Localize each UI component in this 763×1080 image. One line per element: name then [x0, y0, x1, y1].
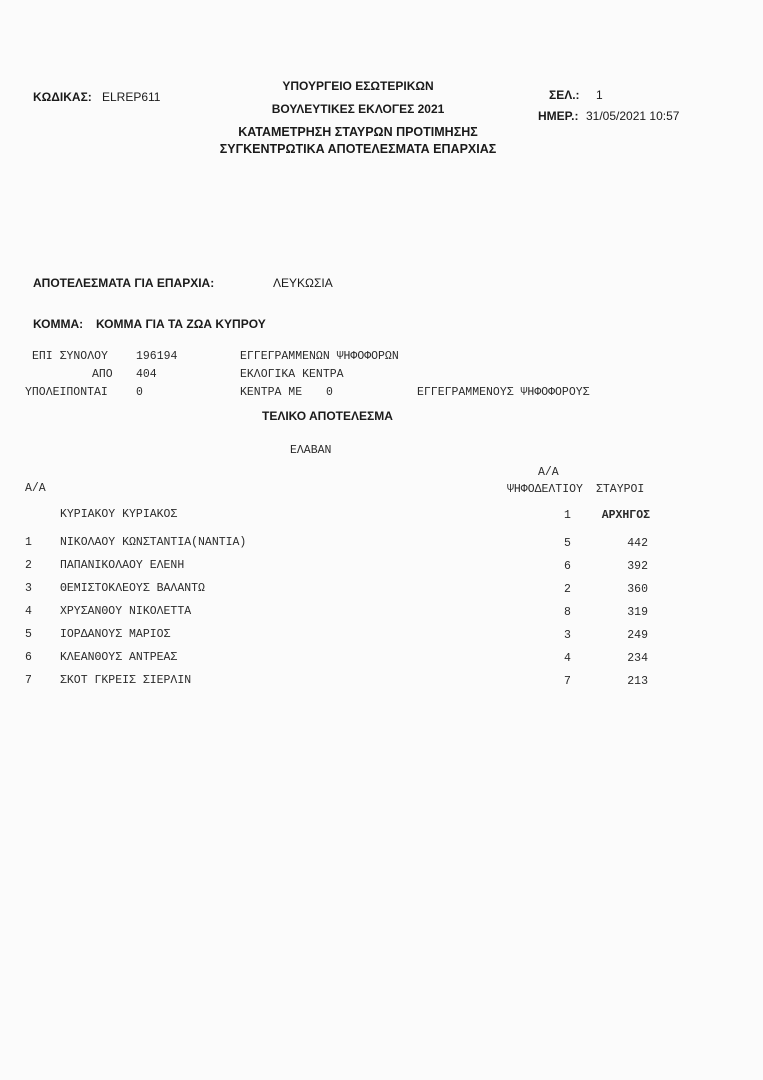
page-label: ΣΕΛ.: [549, 88, 580, 102]
district-value: ΛΕΥΚΩΣΙΑ [273, 276, 333, 290]
election-title: ΒΟΥΛΕΥΤΙΚΕΣ ΕΚΛΟΓΕΣ 2021 [271, 102, 445, 116]
total-value: 196194 [136, 350, 178, 363]
row-name: ΠΑΠΑΝΙΚΟΛΑΟΥ ΕΛΕΝΗ [60, 559, 185, 572]
row-votes: 442 [627, 537, 648, 550]
centres-desc: ΕΓΓΕΓΡΑΜΜΕΝΟΥΣ ΨΗΦΟΦΟΡΟΥΣ [417, 386, 590, 399]
final-result-title: ΤΕΛΙΚΟ ΑΠΟΤΕΛΕΣΜΑ [262, 409, 393, 423]
row-name: ΙΟΡΔΑΝΟΥΣ ΜΑΡΙΟΣ [60, 628, 171, 641]
page-number: 1 [596, 88, 603, 102]
row-name: ΣΚΟΤ ΓΚΡΕΙΣ ΣΙΕΡΛΙΝ [60, 674, 192, 687]
total-label: ΕΠΙ ΣΥΝΟΛΟΥ [32, 350, 108, 363]
row-ballot: 5 [564, 537, 571, 550]
row-name: ΚΛΕΑΝΘΟΥΣ ΑΝΤΡΕΑΣ [60, 651, 178, 664]
remaining-label: ΥΠΟΛΕΙΠΟΝΤΑΙ [25, 386, 108, 399]
row-votes: 319 [627, 606, 648, 619]
received-label: ΕΛΑΒΑΝ [290, 444, 332, 457]
ministry-title: ΥΠΟΥΡΓΕΙΟ ΕΣΩΤΕΡΙΚΩΝ [282, 79, 434, 93]
col-aa: Α/Α [25, 482, 46, 495]
centres-label: ΚΕΝΤΡΑ ΜΕ [240, 386, 303, 399]
col-ballot-bottom: ΨΗΦΟΔΕΛΤΙΟΥ [507, 483, 583, 496]
row-ballot: 7 [564, 675, 571, 688]
leader-name: ΚΥΡΙΑΚΟΥ ΚΥΡΙΑΚΟΣ [60, 508, 178, 521]
row-votes: 249 [627, 629, 648, 642]
code-value: ELREP611 [102, 90, 161, 104]
row-aa: 7 [25, 674, 32, 687]
row-name: ΘΕΜΙΣΤΟΚΛΕΟΥΣ ΒΑΛΑΝΤΩ [60, 582, 205, 595]
party-label: ΚΟΜΜΑ: [33, 317, 84, 331]
from-value: 404 [136, 368, 157, 381]
date-value: 31/05/2021 10:57 [586, 109, 680, 123]
row-ballot: 3 [564, 629, 571, 642]
row-votes: 392 [627, 560, 648, 573]
leader-ballot: 1 [564, 509, 571, 522]
row-votes: 234 [627, 652, 648, 665]
col-votes: ΣΤΑΥΡΟΙ [596, 483, 645, 496]
remaining-value: 0 [136, 386, 143, 399]
report-title: ΚΑΤΑΜΕΤΡΗΣΗ ΣΤΑΥΡΩΝ ΠΡΟΤΙΜΗΣΗΣ [238, 125, 478, 139]
row-name: ΧΡΥΣΑΝΘΟΥ ΝΙΚΟΛΕΤΤΑ [60, 605, 192, 618]
total-desc: ΕΓΓΕΓΡΑΜΜΕΝΩΝ ΨΗΦΟΦΟΡΩΝ [240, 350, 399, 363]
row-aa: 5 [25, 628, 32, 641]
party-value: ΚΟΜΜΑ ΓΙΑ ΤΑ ΖΩΑ ΚΥΠΡΟΥ [96, 317, 266, 331]
row-aa: 1 [25, 536, 32, 549]
row-aa: 4 [25, 605, 32, 618]
row-votes: 360 [627, 583, 648, 596]
row-votes: 213 [627, 675, 648, 688]
row-aa: 6 [25, 651, 32, 664]
date-label: ΗΜΕΡ.: [538, 109, 579, 123]
code-label: ΚΩΔΙΚΑΣ: [33, 90, 92, 104]
centres-value: 0 [326, 386, 333, 399]
row-ballot: 6 [564, 560, 571, 573]
col-ballot-top: Α/Α [538, 466, 559, 479]
row-aa: 2 [25, 559, 32, 572]
row-ballot: 8 [564, 606, 571, 619]
row-ballot: 2 [564, 583, 571, 596]
row-ballot: 4 [564, 652, 571, 665]
from-desc: ΕΚΛΟΓΙΚΑ ΚΕΝΤΡΑ [240, 368, 344, 381]
row-name: ΝΙΚΟΛΑΟΥ ΚΩΝΣΤΑΝΤΙΑ(ΝΑΝΤΙΑ) [60, 536, 247, 549]
district-label: ΑΠΟΤΕΛΕΣΜΑΤΑ ΓΙΑ ΕΠΑΡΧΙΑ: [33, 276, 215, 290]
report-subtitle: ΣΥΓΚΕΝΤΡΩΤΙΚΑ ΑΠΟΤΕΛΕΣΜΑΤΑ ΕΠΑΡΧΙΑΣ [219, 142, 497, 156]
row-aa: 3 [25, 582, 32, 595]
from-label: ΑΠΟ [92, 368, 113, 381]
leader-role: ΑΡΧΗΓΟΣ [601, 509, 650, 522]
